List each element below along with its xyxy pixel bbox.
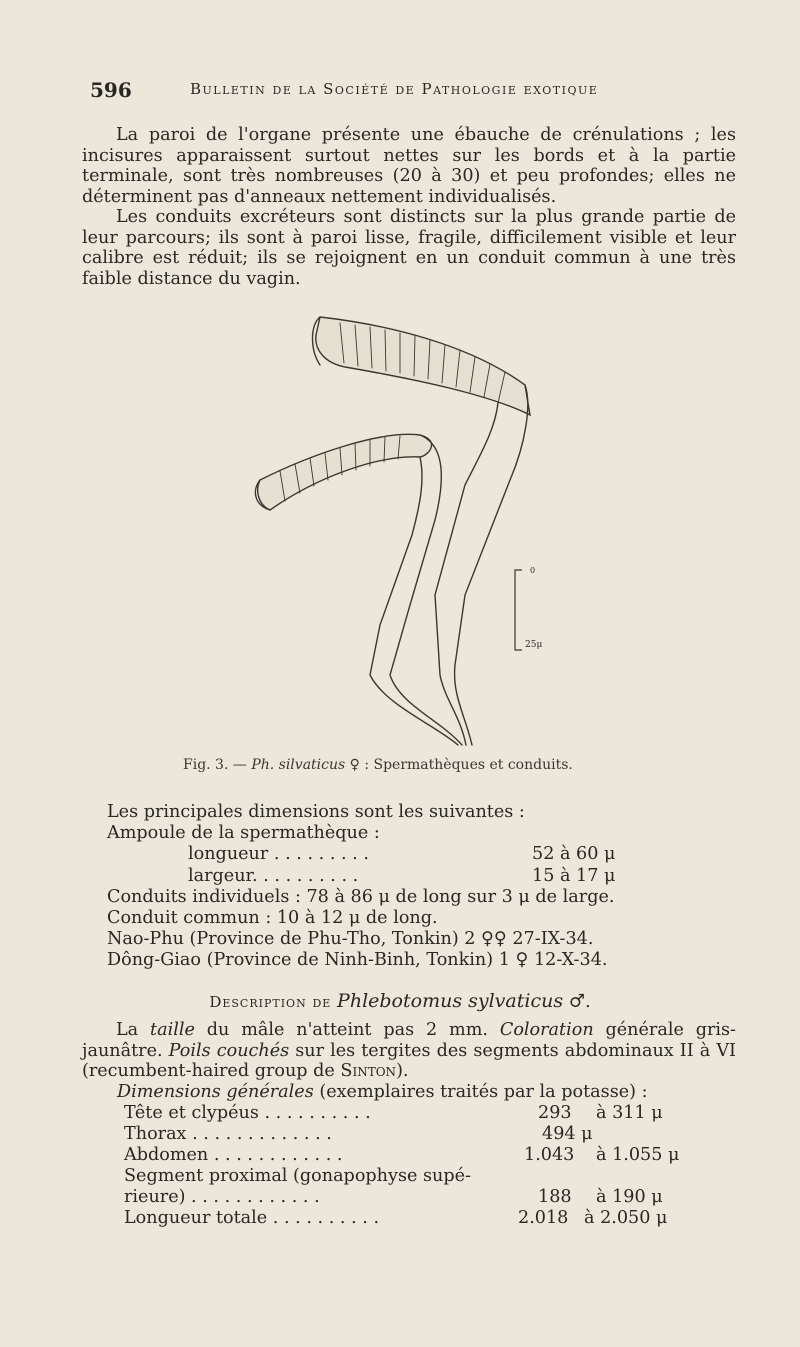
page-number: 596 [90,78,132,102]
scale-label: 25μ [525,640,543,650]
scale-zero-label: 0 [530,566,536,575]
caption-species: Ph. silvaticus [251,757,346,773]
dimensions-intro: Les principales dimensions sont les suivantes : [107,802,525,822]
running-title: Bulletin de la Société de Pathologie exotique [190,80,599,98]
conduit-commun: Conduit commun : 10 à 12 μ de long. [107,908,438,928]
conduits-individuels: Conduits individuels : 78 à 86 μ de long sur 3 μ de large. [107,887,615,907]
heading-species: Phlebotomus sylvaticus [337,990,564,1012]
figure-caption: Fig. 3. — Ph. silvaticus ♀ : Spermathèques et conduits. [183,757,573,773]
male-dimensions-title: Dimensions générales (exemplaires traités par la potasse) : [117,1082,648,1102]
locality-dong-giao: Dông-Giao (Province de Ninh-Binh, Tonkin) 1 ♀ 12-X-34. [107,950,608,970]
paragraph-male-description: La taille du mâle n'atteint pas 2 mm. Coloration générale gris-jaunâtre. Poils couchés sur les tergites des segments abdominaux II à VI (recumbent-haired group de Sinton). [82,1020,736,1081]
paragraph-ducts: Les conduits excréteurs sont distincts sur la plus grande partie de leur parcours; ils sont à paroi lisse, fragile, difficilement visible et leur calibre est réduit; ils se rejoignent en un conduit commun à une très faible distance du vagin. [82,207,736,289]
scale-bar [515,570,522,650]
locality-nao-phu: Nao-Phu (Province de Phu-Tho, Tonkin) 2 ♀♀ 27-IX-34. [107,929,594,949]
paragraph-organ-wall: La paroi de l'organe présente une ébauche de crénulations ; les incisures apparaissent surtout nettes sur les bords et à la partie terminale, sont très nombreuses (20 à 30) et peu profondes; elles ne déterminent pas d'anneaux nettement individualisés. [82,125,736,207]
section-heading: Description de Phlebotomus sylvaticus ♂. [209,990,591,1012]
lower-spermatheca [258,434,432,510]
page-header [90,76,650,106]
spermatheca-figure [240,305,560,750]
ampoule-label: Ampoule de la spermathèque : [107,823,380,843]
upper-spermatheca [316,317,530,415]
